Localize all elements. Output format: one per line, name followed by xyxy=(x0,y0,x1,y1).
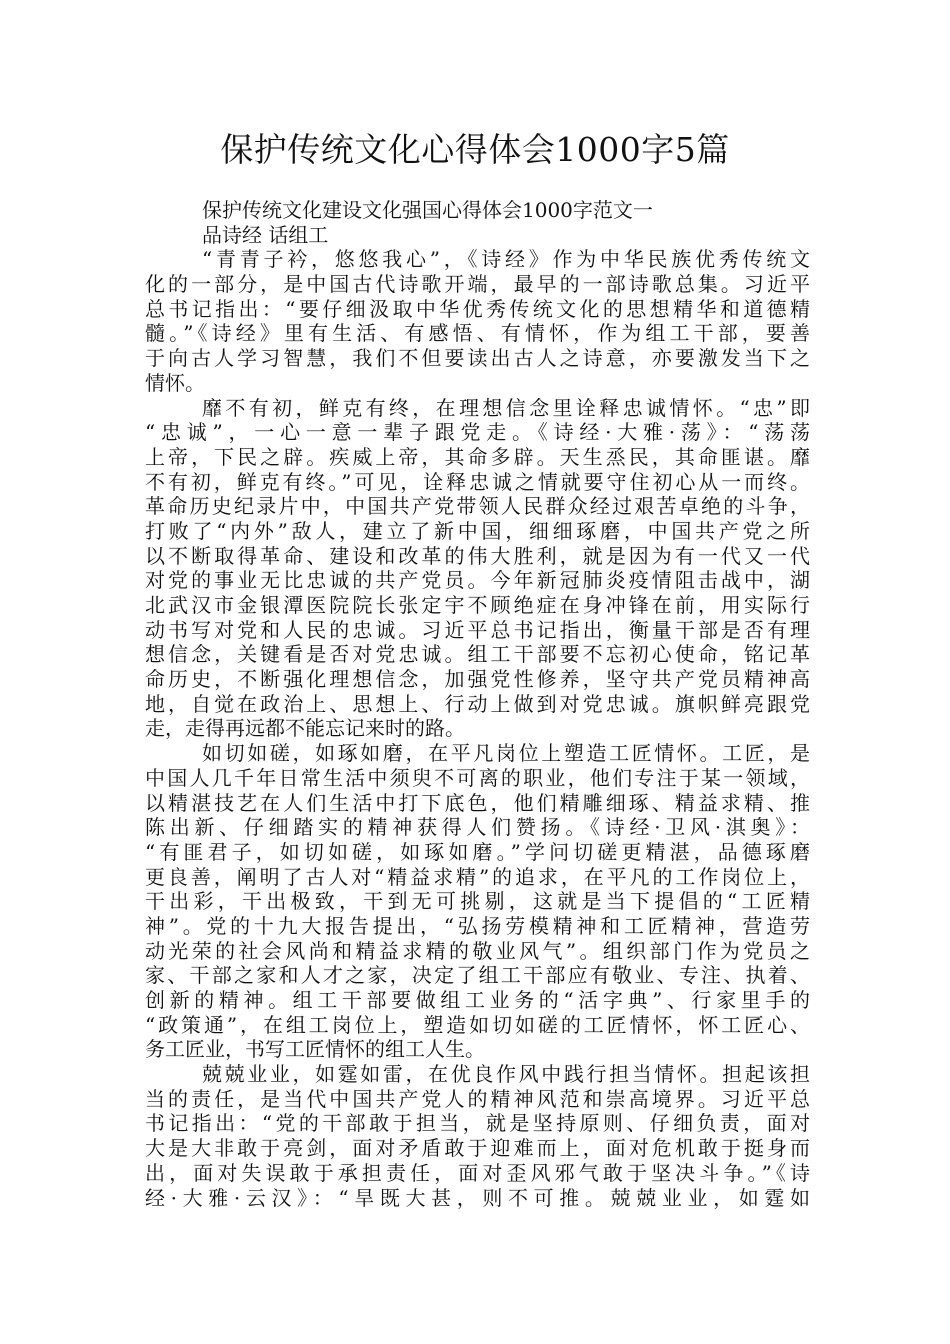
paragraph-line: 如切如磋，如琢如磨，在平凡岗位上塑造工匠情怀。工匠，是 xyxy=(202,741,810,766)
paragraph-line: 命历史，不断强化理想信念，加强党性修养，坚守共产党员精神高 xyxy=(145,667,810,692)
paragraph-line: 创新的精神。组工干部要做组工业务的“活字典”、行家里手的 xyxy=(145,988,810,1012)
paragraph-line: 上帝，下民之辟。疾威上帝，其命多辟。天生烝民，其命匪谌。靡 xyxy=(145,444,810,469)
paragraph-line: 地，自觉在政治上、思想上、行动上做到对党忠诚。旗帜鲜亮跟党 xyxy=(145,691,810,716)
paragraph-line: 大是大非敢于亮剑，面对矛盾敢于迎难而上，面对危机敢于挺身而 xyxy=(145,1136,810,1161)
paragraph-line: 以精湛技艺在人们生活中打下底色，他们精雕细琢、精益求精、推 xyxy=(145,790,810,815)
paragraph-line: 髓。”《诗经》里有生活、有感悟、有情怀，作为组工干部，要善 xyxy=(145,321,810,346)
paragraph-line: 干出彩，干出极致，干到无可挑剔，这就是当下提倡的“工匠精 xyxy=(145,889,810,914)
paragraph-line: 走，走得再远都不能忘记来时的路。 xyxy=(145,716,465,741)
paragraph-line: “忠诚”，一心一意一辈子跟党走。《诗经·大雅·荡》：“荡荡 xyxy=(145,420,810,445)
paragraph-line: “有匪君子，如切如磋，如琢如磨。”学问切磋更精湛，品德琢磨 xyxy=(145,839,810,864)
paragraph-line: 革命历史纪录片中，中国共产党带领人民群众经过艰苦卓绝的斗争， xyxy=(145,494,810,519)
paragraph-line: 务工匠业，书写工匠情怀的组工人生。 xyxy=(145,1037,485,1062)
paragraph-line: 靡不有初，鲜克有终，在理想信念里诠释忠诚情怀。“忠”即 xyxy=(202,395,810,420)
paragraph-line: 于向古人学习智慧，我们不但要读出古人之诗意，亦要激发当下之 xyxy=(145,346,810,371)
paragraph-line: 对党的事业无比忠诚的共产党员。今年新冠肺炎疫情阻击战中，湖 xyxy=(145,568,810,593)
paragraph-line: “青青子衿，悠悠我心”，《诗经》作为中华民族优秀传统文 xyxy=(202,247,810,272)
paragraph-line: 想信念，关键看是否对党忠诚。组工干部要不忘初心使命，铭记革 xyxy=(145,642,810,667)
paragraph xyxy=(145,396,810,742)
paragraph-list xyxy=(145,247,810,1210)
paragraph-line: 中国人几千年日常生活中须臾不可离的职业，他们专注于某一领域， xyxy=(145,765,810,790)
paragraph-line: 总书记指出：“要仔细汲取中华优秀传统文化的思想精华和道德精 xyxy=(145,296,810,321)
paragraph-line: 以不断取得革命、建设和改革的伟大胜利，就是因为有一代又一代 xyxy=(145,543,810,568)
paragraph-line: 化的一部分，是中国古代诗歌开端，最早的一部诗歌总集。习近平 xyxy=(145,272,810,297)
paragraph-line: 不有初，鲜克有终。”可见，诠释忠诚之情就要守住初心从一而终。 xyxy=(145,469,810,494)
document-subtitle xyxy=(145,198,810,247)
paragraph-line: 陈出新、仔细踏实的精神获得人们赞扬。《诗经·卫风·淇奥》： xyxy=(145,815,810,840)
paragraph-line: 北武汉市金银潭医院院长张定宇不顾绝症在身冲锋在前，用实际行 xyxy=(145,593,810,617)
paragraph-line: 神”。党的十九大报告提出，“弘扬劳模精神和工匠精神，营造劳 xyxy=(145,913,810,938)
paragraph-line: 兢兢业业，如霆如雷，在优良作风中践行担当情怀。担起该担 xyxy=(202,1062,810,1087)
paragraph xyxy=(145,247,810,395)
paragraph-line: 动书写对党和人民的忠诚。习近平总书记指出，衡量干部是否有理 xyxy=(145,617,810,642)
paragraph-line: 家、干部之家和人才之家，决定了组工干部应有敬业、专注、执着、 xyxy=(145,963,810,988)
document-title: 保护传统文化心得体会1000字5篇 xyxy=(220,130,730,169)
paragraph-line: 书记指出：“党的干部敢于担当，就是坚持原则、仔细负责，面对 xyxy=(145,1111,810,1136)
paragraph xyxy=(145,741,810,1062)
paragraph xyxy=(145,1062,810,1210)
paragraph-line: 更良善，阐明了古人对“精益求精”的追求，在平凡的工作岗位上， xyxy=(145,864,810,889)
paragraph-line: 当的责任，是当代中国共产党人的精神风范和崇高境界。习近平总 xyxy=(145,1086,810,1111)
document-body xyxy=(145,198,810,1210)
paragraph-line: 经·大雅·云汉》：“旱既大甚，则不可推。兢兢业业，如霆如 xyxy=(145,1185,810,1210)
paragraph-line: 动光荣的社会风尚和精益求精的敬业风气”。组织部门作为党员之 xyxy=(145,938,810,963)
subtitle-line: 保护传统文化建设文化强国心得体会1000字范文一 xyxy=(202,198,653,222)
paragraph-line: 出，面对失误敢于承担责任，面对歪风邪气敢于坚决斗争。”《诗 xyxy=(145,1160,810,1185)
paragraph-line: “政策通”，在组工岗位上，塑造如切如磋的工匠情怀，怀工匠心、 xyxy=(145,1012,810,1037)
paragraph-line: 情怀。 xyxy=(145,370,205,395)
paragraph-line: 打败了“内外”敌人，建立了新中国，细细琢磨，中国共产党之所 xyxy=(145,518,810,543)
subtitle-line: 品诗经 话组工 xyxy=(202,222,329,247)
